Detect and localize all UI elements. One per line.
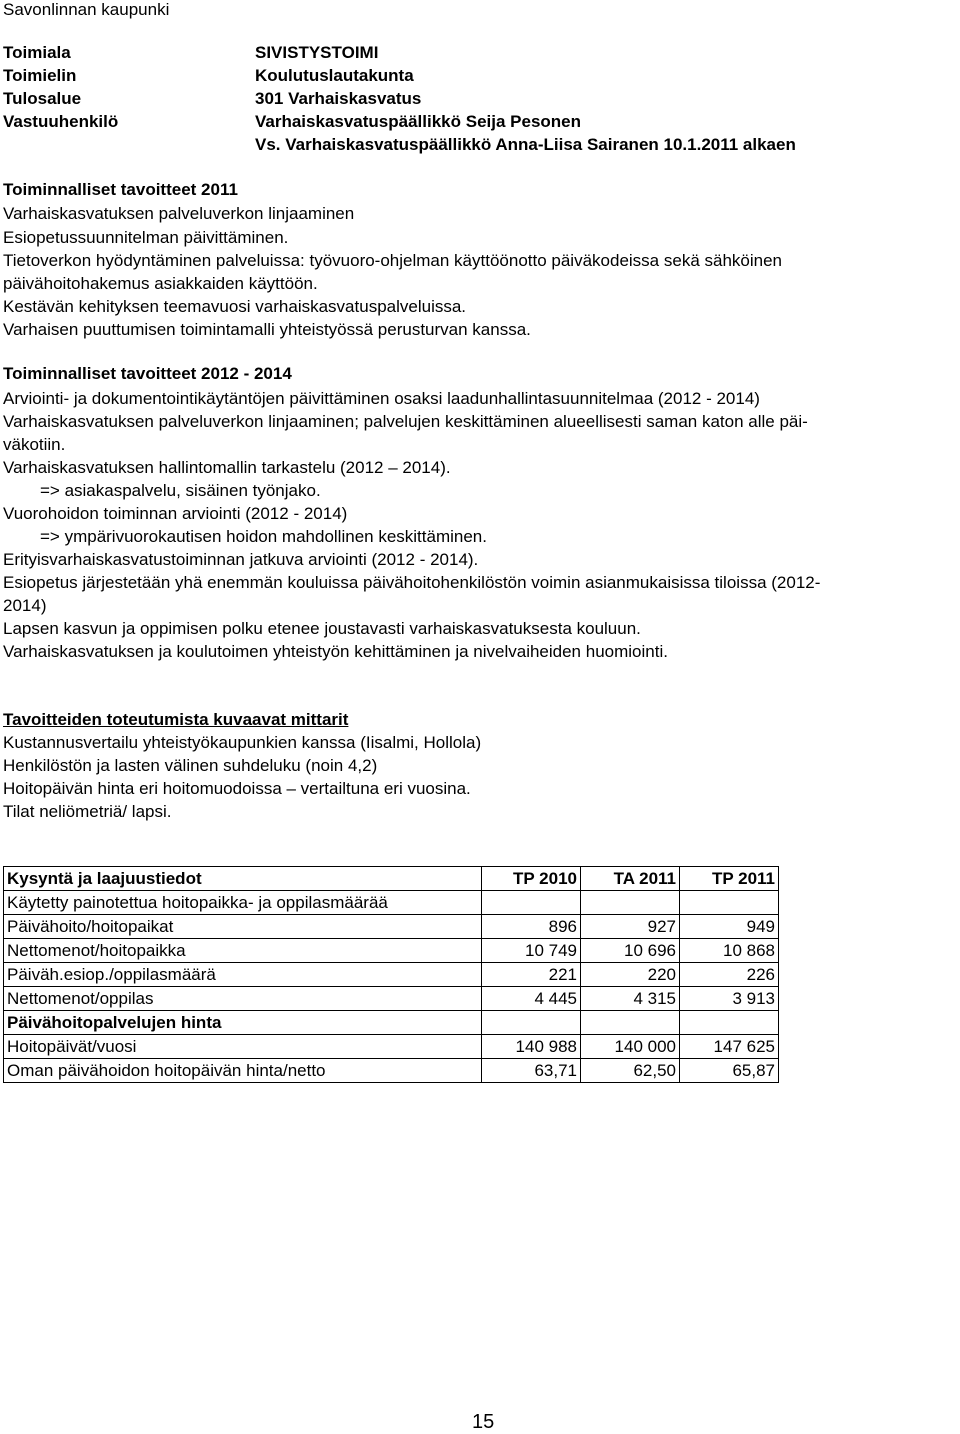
- table-cell: 10 696: [581, 939, 680, 963]
- table-cell: 140 988: [482, 1035, 581, 1059]
- table-cell: 220: [581, 963, 680, 987]
- text-line: => ympärivuorokautisen hoidon mahdollinen keskittäminen.: [40, 527, 487, 546]
- table-cell: [482, 891, 581, 915]
- text-line: Tietoverkon hyödyntäminen palveluissa: työvuoro-ohjelman käyttöönotto päiväkodeissa sekä sähköinen: [3, 251, 782, 270]
- table-cell: 4 315: [581, 987, 680, 1011]
- table-cell: 949: [680, 915, 779, 939]
- table-cell: Oman päivähoidon hoitopäivän hinta/netto: [4, 1059, 482, 1083]
- table-row: [4, 891, 779, 915]
- header-value: Vs. Varhaiskasvatuspäällikkö Anna-Liisa Sairanen 10.1.2011 alkaen: [255, 135, 796, 154]
- section-title: Toiminnalliset tavoitteet 2011: [3, 180, 238, 199]
- section-title: Tavoitteiden toteutumista kuvaavat mittarit: [3, 710, 349, 729]
- text-line: Henkilöstön ja lasten välinen suhdeluku (noin 4,2): [3, 756, 378, 775]
- text-line: Esiopetus järjestetään yhä enemmän kouluissa päivähoitohenkilöstön voimin asianmukaisissa tiloissa (2012-: [3, 573, 821, 592]
- text-line: Hoitopäivän hinta eri hoitomuodoissa – vertailtuna eri vuosina.: [3, 779, 471, 798]
- table-cell: 221: [482, 963, 581, 987]
- text-line: => asiakaspalvelu, sisäinen työnjako.: [40, 481, 321, 500]
- header-label: Vastuuhenkilö: [3, 112, 119, 131]
- table-cell: [482, 1011, 581, 1035]
- table-cell: Nettomenot/oppilas: [4, 987, 482, 1011]
- demand-table: [3, 866, 779, 1083]
- text-line: Varhaiskasvatuksen palveluverkon linjaaminen; palvelujen keskittäminen alueellisesti saman katon alle päi-: [3, 412, 808, 431]
- header-value: Koulutuslautakunta: [255, 66, 414, 85]
- section-title: Toiminnalliset tavoitteet 2012 - 2014: [3, 364, 292, 383]
- table-row: [4, 939, 779, 963]
- text-line: Varhaiskasvatuksen palveluverkon linjaaminen: [3, 204, 355, 223]
- table-row: [4, 987, 779, 1011]
- table-cell: 140 000: [581, 1035, 680, 1059]
- table-cell: Päivähoito/hoitopaikat: [4, 915, 482, 939]
- table-header-cell: TP 2010: [482, 867, 581, 891]
- table-row: [4, 1059, 779, 1083]
- table-cell: [680, 891, 779, 915]
- table-cell: Nettomenot/hoitopaikka: [4, 939, 482, 963]
- table-header-cell: TP 2011: [680, 867, 779, 891]
- text-line: Arviointi- ja dokumentointikäytäntöjen päivittäminen osaksi laadunhallintasuunnitelmaa (2012 - 2014): [3, 389, 760, 408]
- table-cell: 63,71: [482, 1059, 581, 1083]
- table-cell: Päivähoitopalvelujen hinta: [4, 1011, 482, 1035]
- text-line: 2014): [3, 596, 47, 615]
- table-cell: 10 749: [482, 939, 581, 963]
- table-header-cell: Kysyntä ja laajuustiedot: [4, 867, 482, 891]
- table-row: [4, 1011, 779, 1035]
- table-cell: 4 445: [482, 987, 581, 1011]
- text-line: Esiopetussuunnitelman päivittäminen.: [3, 228, 289, 247]
- table-cell: Päiväh.esiop./oppilasmäärä: [4, 963, 482, 987]
- text-line: väkotiin.: [3, 435, 66, 454]
- table-cell: Hoitopäivät/vuosi: [4, 1035, 482, 1059]
- header-value: SIVISTYSTOIMI: [255, 43, 379, 62]
- table-row: [4, 1035, 779, 1059]
- text-line: päivähoitohakemus asiakkaiden käyttöön.: [3, 274, 318, 293]
- table-cell: 147 625: [680, 1035, 779, 1059]
- table-cell: [581, 1011, 680, 1035]
- header-label: Tulosalue: [3, 89, 82, 108]
- table-cell: Käytetty painotettua hoitopaikka- ja oppilasmäärää: [4, 891, 482, 915]
- text-line: Varhaisen puuttumisen toimintamalli yhteistyössä perusturvan kanssa.: [3, 320, 531, 339]
- header-label: Toimielin: [3, 66, 77, 85]
- organization-name: Savonlinnan kaupunki: [3, 0, 170, 19]
- page-number: 15: [472, 1411, 495, 1433]
- text-line: Kestävän kehityksen teemavuosi varhaiskasvatuspalveluissa.: [3, 297, 467, 316]
- text-line: Lapsen kasvun ja oppimisen polku etenee joustavasti varhaiskasvatuksesta kouluun.: [3, 619, 641, 638]
- table-cell: 62,50: [581, 1059, 680, 1083]
- text-line: Varhaiskasvatuksen ja koulutoimen yhteistyön kehittäminen ja nivelvaiheiden huomiointi.: [3, 642, 668, 661]
- table-cell: 10 868: [680, 939, 779, 963]
- text-line: Kustannusvertailu yhteistyökaupunkien kanssa (Iisalmi, Hollola): [3, 733, 482, 752]
- text-line: Varhaiskasvatuksen hallintomallin tarkastelu (2012 – 2014).: [3, 458, 451, 477]
- table-row: [4, 915, 779, 939]
- header-value: 301 Varhaiskasvatus: [255, 89, 422, 108]
- table-cell: 896: [482, 915, 581, 939]
- table-row: [4, 963, 779, 987]
- text-line: Erityisvarhaiskasvatustoiminnan jatkuva arviointi (2012 - 2014).: [3, 550, 479, 569]
- table-cell: 226: [680, 963, 779, 987]
- table-header-row: [4, 867, 779, 891]
- header-value: Varhaiskasvatuspäällikkö Seija Pesonen: [255, 112, 582, 131]
- text-line: Vuorohoidon toiminnan arviointi (2012 - 2014): [3, 504, 348, 523]
- table-cell: 927: [581, 915, 680, 939]
- table-cell: [680, 1011, 779, 1035]
- table-cell: 65,87: [680, 1059, 779, 1083]
- table-header-cell: TA 2011: [581, 867, 680, 891]
- table-cell: 3 913: [680, 987, 779, 1011]
- header-label: Toimiala: [3, 43, 71, 62]
- table-cell: [581, 891, 680, 915]
- text-line: Tilat neliömetriä/ lapsi.: [3, 802, 172, 821]
